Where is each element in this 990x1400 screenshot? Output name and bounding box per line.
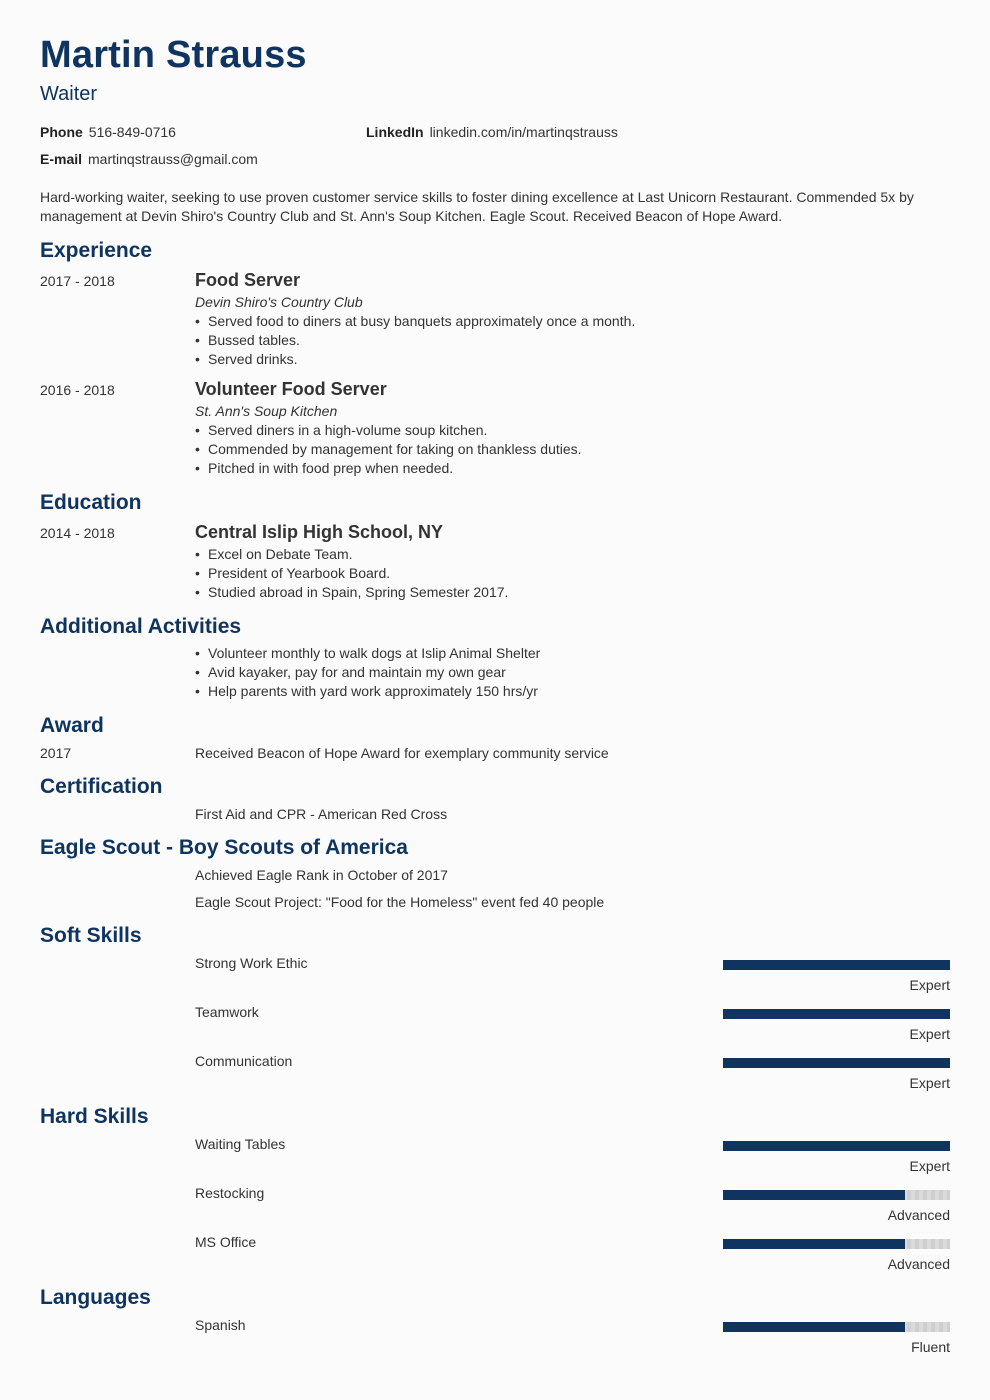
profile-summary: Hard-working waiter, seeking to use proven customer service skills to foster dining excellence at Last Unicorn Restaurant. Commended 5x by management at Devin Shiro's Country Club and St. Ann's Soup Kitchen. Eagle Scout. Received Beacon of Hope Award.	[40, 189, 914, 224]
language-bar-fill	[723, 1322, 905, 1332]
list-item: • Volunteer monthly to walk dogs at Islip Animal Shelter	[195, 644, 540, 663]
list-item: • Help parents with yard work approximately 150 hrs/yr	[195, 682, 540, 701]
award-year: 2017	[40, 745, 72, 761]
contact-linkedin	[366, 123, 618, 141]
list-item: • Avid kayaker, pay for and maintain my own gear	[195, 663, 540, 682]
experience-role: Volunteer Food Server	[195, 379, 387, 399]
job-title: Waiter	[40, 83, 98, 105]
list-item: • Served diners in a high-volume soup kitchen.	[195, 421, 582, 440]
experience-dates: 2016 - 2018	[40, 382, 115, 398]
activities-heading: Additional Activities	[40, 615, 242, 638]
list-item: • Bussed tables.	[195, 331, 635, 350]
list-item: • Served food to diners at busy banquets approximately once a month.	[195, 312, 635, 331]
linkedin-label: LinkedIn	[366, 124, 424, 140]
candidate-name: Martin Strauss	[40, 34, 307, 76]
list-item: • Pitched in with food prep when needed.	[195, 459, 582, 478]
skill-bar-fill	[723, 1190, 905, 1200]
phone-label: Phone	[40, 124, 83, 140]
list-item: • Commended by management for taking on thankless duties.	[195, 440, 582, 459]
language-bar	[723, 1322, 950, 1332]
experience-heading: Experience	[40, 239, 153, 262]
skill-name: Communication	[195, 1053, 293, 1069]
education-school: Central Islip High School, NY	[195, 522, 444, 542]
list-item: • Studied abroad in Spain, Spring Semester 2017.	[195, 583, 508, 602]
education-heading: Education	[40, 491, 142, 514]
list-item: • Served drinks.	[195, 350, 635, 369]
skill-level: Expert	[909, 1075, 950, 1091]
skill-bar	[723, 960, 950, 970]
skill-bar	[723, 1058, 950, 1068]
skill-bar-fill	[723, 1009, 950, 1019]
certification-heading: Certification	[40, 775, 163, 798]
skill-bar	[723, 1239, 950, 1249]
skill-bar-fill	[723, 1058, 950, 1068]
experience-dates: 2017 - 2018	[40, 273, 115, 289]
certification-text: First Aid and CPR - American Red Cross	[195, 806, 448, 822]
skill-bar	[723, 1190, 950, 1200]
experience-employer: St. Ann's Soup Kitchen	[195, 403, 338, 419]
skill-level: Expert	[909, 1026, 950, 1042]
skill-name: Teamwork	[195, 1004, 259, 1020]
skill-level: Expert	[909, 1158, 950, 1174]
eagle-scout-line: Eagle Scout Project: "Food for the Homeless" event fed 40 people	[195, 894, 605, 910]
award-heading: Award	[40, 714, 104, 737]
email-label: E-mail	[40, 151, 83, 167]
list-item: • Excel on Debate Team.	[195, 545, 508, 564]
eagle-scout-line: Achieved Eagle Rank in October of 2017	[195, 867, 448, 883]
activities-bullets	[195, 644, 540, 701]
experience-role: Food Server	[195, 270, 301, 290]
phone-value: 516-849-0716	[88, 124, 176, 140]
skill-bar-fill	[723, 1141, 950, 1151]
skill-bar	[723, 1009, 950, 1019]
experience-employer: Devin Shiro's Country Club	[195, 294, 363, 310]
skill-bar-fill	[723, 960, 950, 970]
skill-bar	[723, 1141, 950, 1151]
skill-level: Advanced	[887, 1256, 950, 1272]
experience-bullets	[195, 312, 635, 369]
skill-name: MS Office	[195, 1234, 257, 1250]
skill-level: Expert	[909, 977, 950, 993]
skill-name: Restocking	[195, 1185, 265, 1201]
soft-skills-heading: Soft Skills	[40, 924, 142, 947]
skill-name: Waiting Tables	[195, 1136, 286, 1152]
email-value: martinqstrauss@gmail.com	[88, 151, 258, 167]
language-level: Fluent	[911, 1339, 950, 1355]
experience-bullets	[195, 421, 582, 478]
skill-level: Advanced	[887, 1207, 950, 1223]
hard-skills-heading: Hard Skills	[40, 1105, 149, 1128]
list-item: • President of Yearbook Board.	[195, 564, 508, 583]
contact-phone	[40, 123, 176, 141]
linkedin-value: linkedin.com/in/martinqstrauss	[429, 124, 618, 140]
language-name: Spanish	[195, 1317, 246, 1333]
contact-email	[40, 150, 258, 168]
award-text: Received Beacon of Hope Award for exemplary community service	[195, 745, 609, 761]
skill-bar-fill	[723, 1239, 905, 1249]
eagle-scout-heading: Eagle Scout - Boy Scouts of America	[40, 836, 408, 859]
skill-name: Strong Work Ethic	[195, 955, 308, 971]
education-bullets	[195, 545, 508, 602]
languages-heading: Languages	[40, 1286, 151, 1309]
education-dates: 2014 - 2018	[40, 525, 115, 541]
